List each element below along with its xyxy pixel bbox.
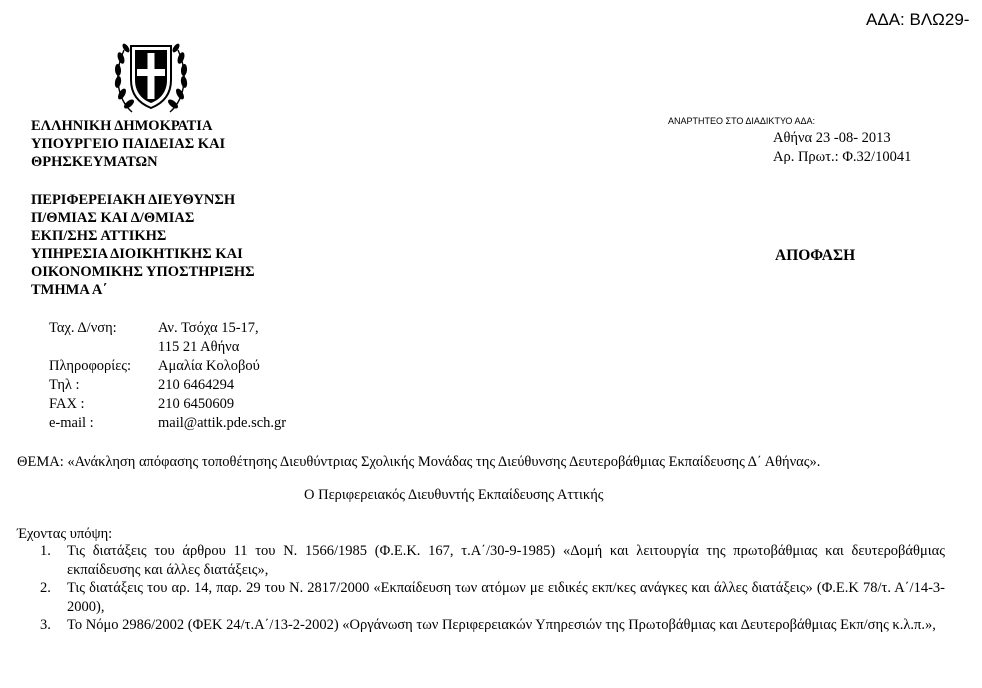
directorate-line: Π/ΘΜΙΑΣ ΚΑΙ Δ/ΘΜΙΑΣ [31, 210, 195, 226]
greek-emblem-icon [112, 32, 190, 118]
contact-label: Πληροφορίες: [49, 358, 132, 374]
ministry-heading [31, 117, 225, 171]
directorate-line: ΟΙΚΟΝΟΜΙΚΗΣ ΥΠΟΣΤΗΡΙΞΗΣ [31, 264, 255, 280]
contact-value: 210 6464294 [158, 377, 235, 393]
director-line: Ο Περιφερειακός Διευθυντής Εκπαίδευσης Αττικής [304, 487, 604, 503]
contact-value: Αν. Τσόχα 15-17, [158, 320, 259, 336]
list-item-text: Τις διατάξεις του αρ. 14, παρ. 29 του Ν. 2817/2000 «Εκπαίδευση των ατόμων με ειδικές εκπ/κες ανάγκες και άλλες διατάξεις» (Φ.Ε.Κ 78/τ. Α΄/14-3-2000), [67, 580, 945, 615]
email-link[interactable]: mail@attik.pde.sch.gr [158, 415, 287, 431]
posted-online-note: ΑΝΑΡΤΗΤΕΟ ΣΤΟ ΔΙΑΔΙΚΤΥΟ ΑΔΑ: [668, 116, 815, 126]
list-item [40, 616, 945, 635]
contact-value: 115 21 Αθήνα [158, 339, 240, 355]
list-item [40, 579, 945, 616]
ministry-line: ΕΛΛΗΝΙΚΗ ΔΗΜΟΚΡΑΤΙΑ [31, 118, 213, 134]
ada-number: ΑΔΑ: ΒΛΩ29- [866, 10, 970, 29]
decision-title: ΑΠΟΦΑΣΗ [775, 247, 856, 264]
directorate-line: ΥΠΗΡΕΣΙΑ ΔΙΟΙΚΗΤΙΚΗΣ ΚΑΙ [31, 246, 243, 262]
ministry-line: ΥΠΟΥΡΓΕΙΟ ΠΑΙΔΕΙΑΣ ΚΑΙ [31, 136, 226, 152]
list-item [40, 542, 945, 579]
directorate-heading [31, 191, 255, 299]
list-item-number: 2. [40, 580, 51, 596]
contact-label: e-mail : [49, 415, 94, 431]
list-item-number: 3. [40, 617, 51, 633]
list-item-number: 1. [40, 543, 51, 559]
contact-value: Αμαλία Κολοβού [158, 358, 260, 374]
having-regard-heading: Έχοντας υπόψη: [17, 526, 113, 542]
contact-label: FAX : [49, 396, 85, 412]
directorate-line: ΠΕΡΙΦΕΡΕΙΑΚΗ ΔΙΕΥΘΥΝΣΗ [31, 192, 236, 208]
list-item-text: Το Νόμο 2986/2002 (ΦΕΚ 24/τ.Α΄/13-2-2002) «Οργάνωση των Περιφερειακών Υπηρεσιών της Πρωτοβάθμιας και Δευτεροβάθμιας Εκπ/σης κ.λ.π.», [67, 617, 936, 633]
directorate-line: ΤΜΗΜΑ Α΄ [31, 282, 108, 298]
ministry-line: ΘΡΗΣΚΕΥΜΑΤΩΝ [31, 154, 158, 170]
directorate-line: ΕΚΠ/ΣΗΣ ΑΤΤΙΚΗΣ [31, 228, 167, 244]
contact-label: Τηλ : [49, 377, 80, 393]
protocol-number: Αρ. Πρωτ.: Φ.32/10041 [773, 149, 912, 165]
list-item-text: Τις διατάξεις του άρθρου 11 του Ν. 1566/1985 (Φ.Ε.Κ. 167, τ.Α΄/30-9-1985) «Δομή και λειτουργία της πρωτοβάθμιας και δευτεροβάθμιας εκπαίδευσης και άλλες διατάξεις», [67, 543, 945, 578]
subject-line: ΘΕΜΑ: «Ανάκληση απόφασης τοποθέτησης Διευθύντριας Σχολικής Μονάδας της Διεύθυνσης Δευτεροβάθμιας Εκπαίδευσης Δ΄ Αθήνας». [17, 454, 821, 470]
contact-value: 210 6450609 [158, 396, 235, 412]
contact-label: Ταχ. Δ/νση: [49, 320, 117, 336]
document-date: Αθήνα 23 -08- 2013 [773, 130, 891, 146]
